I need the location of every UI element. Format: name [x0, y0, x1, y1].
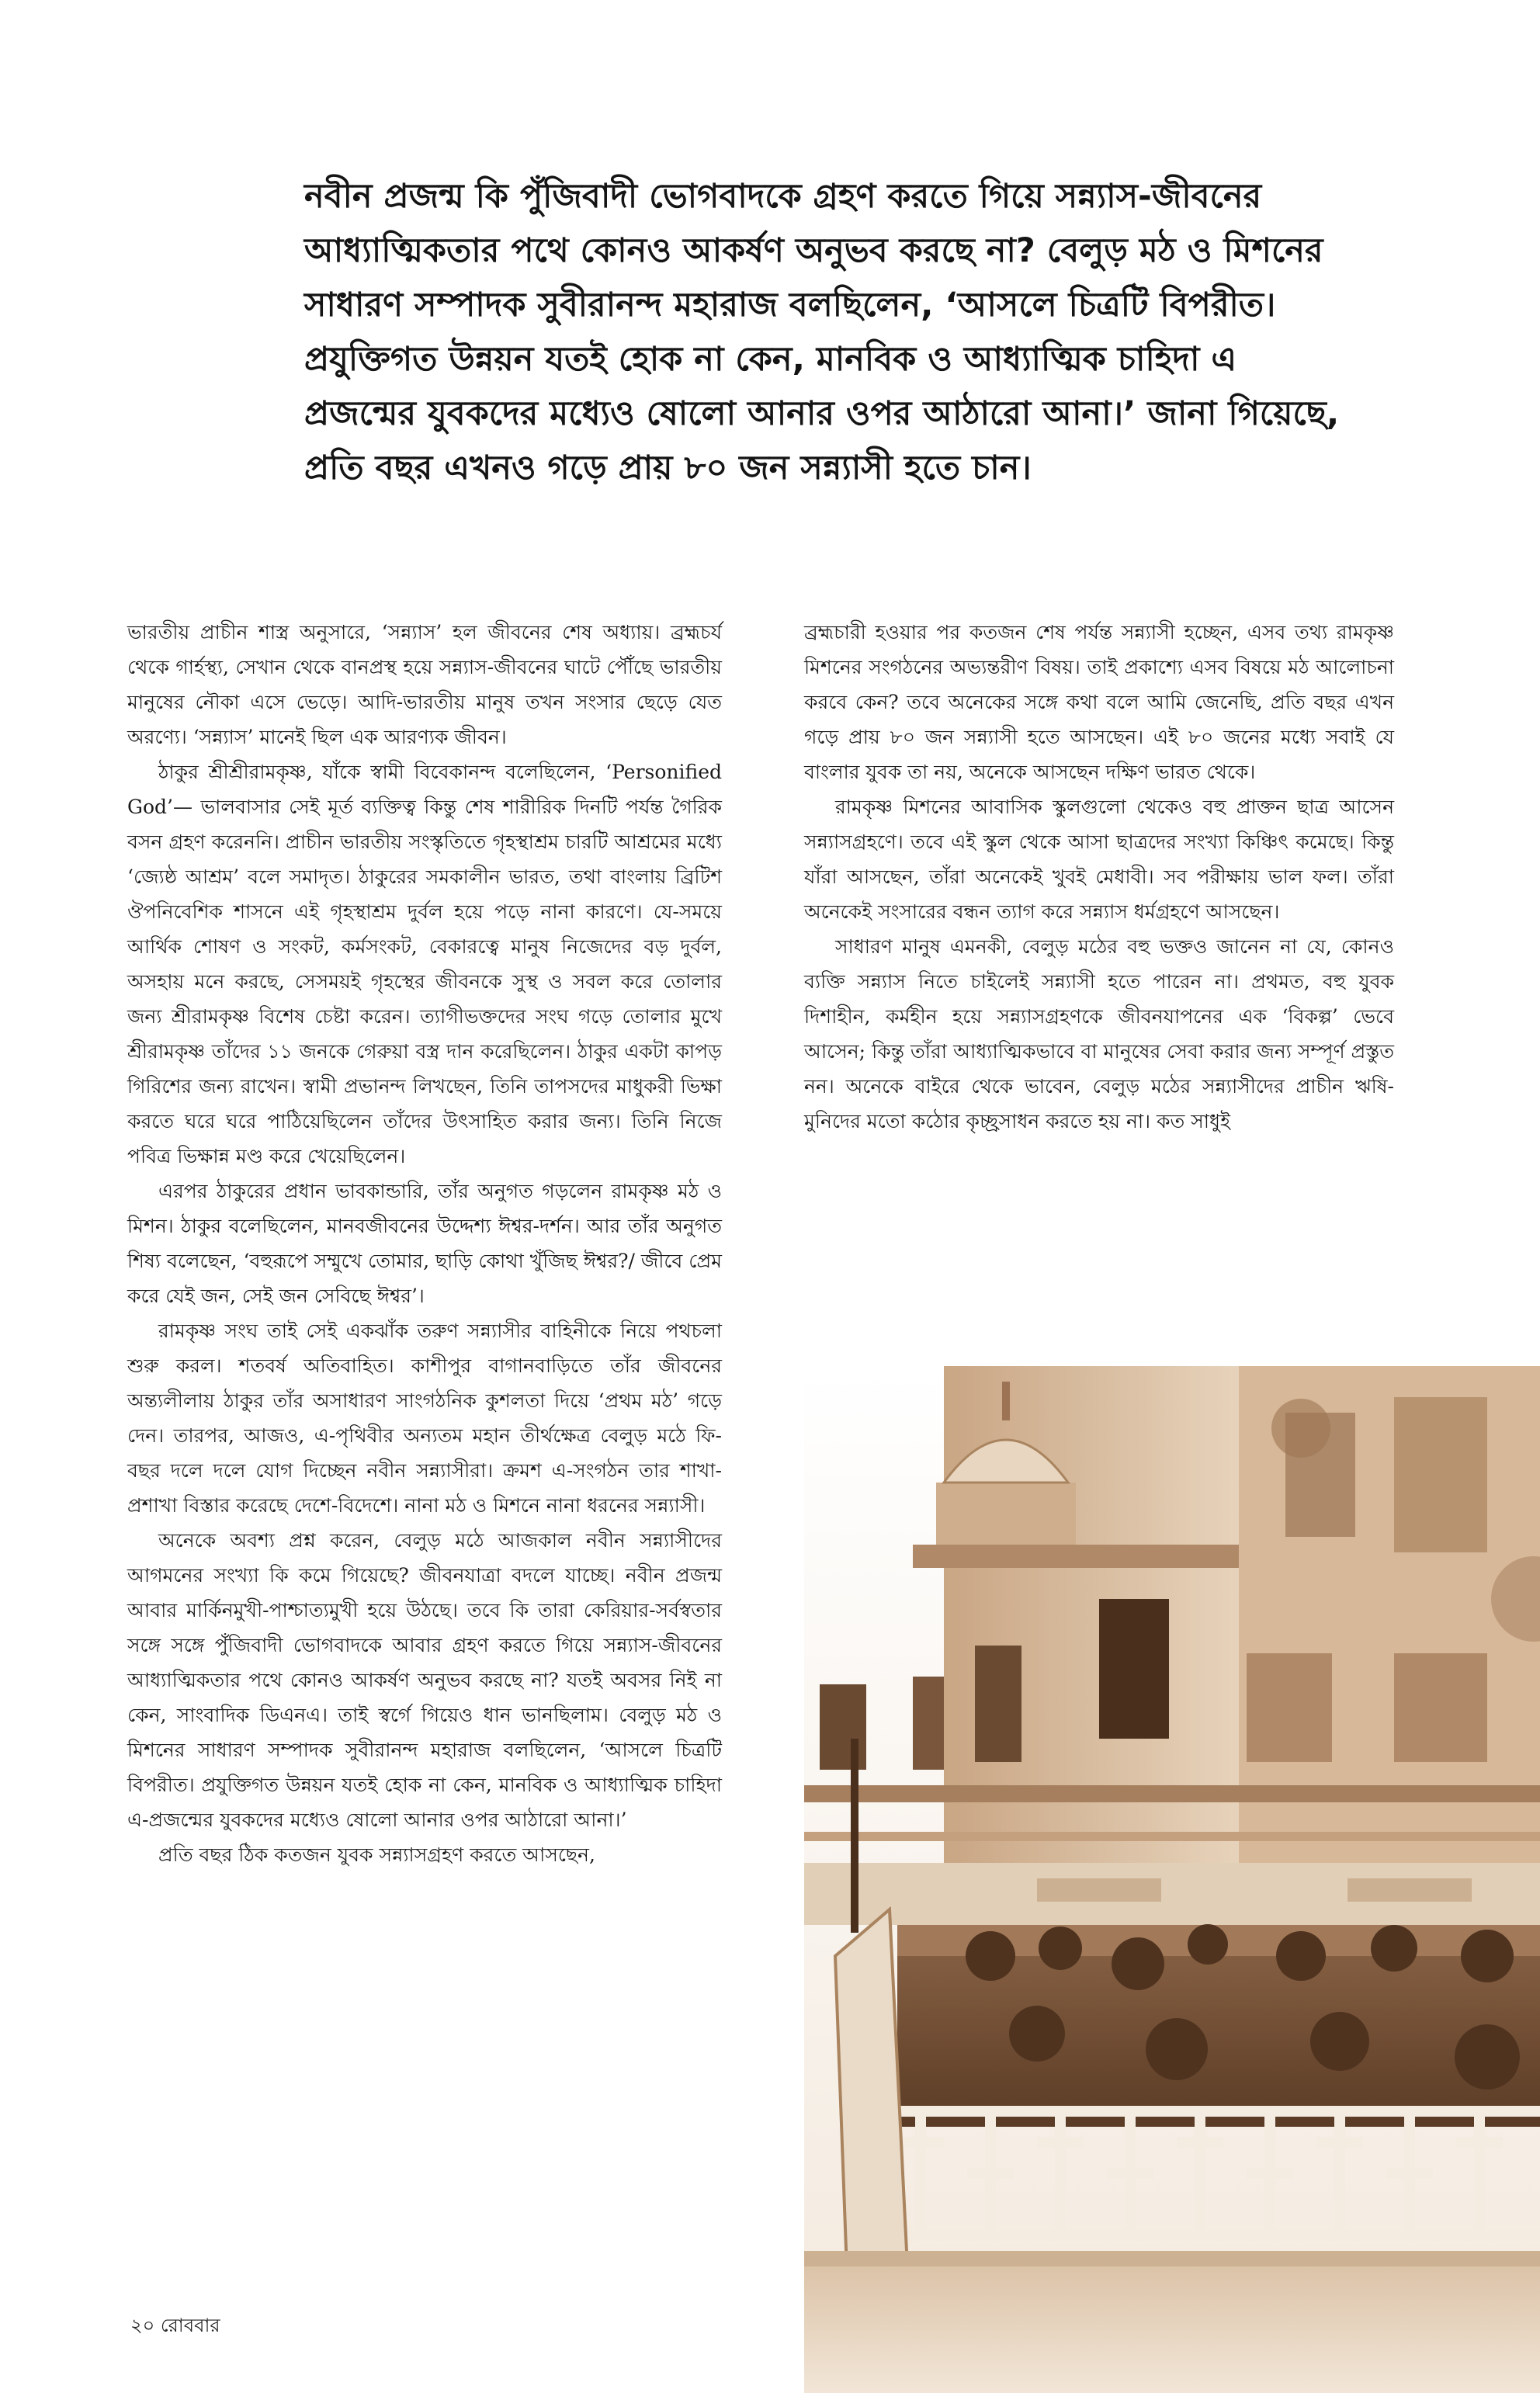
paragraph: রামকৃষ্ণ মিশনের আবাসিক স্কুলগুলো থেকেও বহু প্রাক্তন ছাত্র আসেন সন্ন্যাসগ্রহণে। তবে এই স্কুল থেকে আসা ছাত্রদের সংখ্যা কিঞ্চিৎ কমেছে। কিন্তু যাঁরা আসছেন, তাঁরা অনেকেই খুবই মেধাবী। সব পরীক্ষায় ভাল ফল। তাঁরা অনেকেই সংসারের বন্ধন ত্যাগ করে সন্ন্যাস ধর্মগ্রহণে আসছেন। — [804, 796, 1394, 923]
pull-quote-text: নবীন প্রজন্ম কি পুঁজিবাদী ভোগবাদকে গ্রহণ করতে গিয়ে সন্ন্যাস-জীবনের আধ্যাত্মিকতার পথে কোনও আকর্ষণ অনুভব করছে না? বেলুড় মঠ ও মিশনের সাধারণ সম্পাদক সুবীরানন্দ মহারাজ বলছিলেন, ‘আসলে চিত্রটি বিপরীত। প্রযুক্তিগত উন্নয়ন যতই হোক না কেন, মানবিক ও আধ্যাত্মিক চাহিদা এ প্রজন্মের যুবকদের মধ্যেও ষোলো আনার ওপর আঠারো আনা।’ জানা গিয়েছে, প্রতি বছর এখনও গড়ে প্রায় ৮০ জন সন্ন্যাসী হতে চান। — [304, 177, 1340, 487]
paragraph: রামকৃষ্ণ সংঘ তাই সেই একঝাঁক তরুণ সন্ন্যাসীর বাহিনীকে নিয়ে পথচলা শুরু করল। শতবর্ষ অতিবাহিত। কাশীপুর বাগানবাড়িতে তাঁর জীবনের অন্ত্যলীলায় ঠাকুর তাঁর অসাধারণ সাংগঠনিক কুশলতা দিয়ে ‘প্রথম মঠ’ গড়ে দেন। তারপর, আজও, এ-পৃথিবীর অন্যতম মহান তীর্থক্ষেত্র বেলুড় মঠে ফি-বছর দলে দলে যোগ দিচ্ছেন নবীন সন্ন্যাসীরা। ক্রমশ এ-সংগঠন তার শাখা-প্রশাখা বিস্তার করেছে দেশে-বিদেশে। নানা মঠ ও মিশনে নানা ধরনের সন্ন্যাসী। — [127, 1320, 722, 1517]
paragraph: এরপর ঠাকুরের প্রধান ভাবকান্ডারি, তাঁর অনুগত গড়লেন রামকৃষ্ণ মঠ ও মিশন। ঠাকুর বলেছিলেন, মানবজীবনের উদ্দেশ্য ঈশ্বর-দর্শন। আর তাঁর অনুগত শিষ্য বলেছেন, ‘বহুরূপে সম্মুখে তোমার, ছাড়ি কোথা খুঁজিছ ঈশ্বর?/ জীবে প্রেম করে যেই জন, সেই জন সেবিছে ঈশ্বর’। — [127, 1180, 722, 1307]
paragraph: ব্রহ্মচারী হওয়ার পর কতজন শেষ পর্যন্ত সন্ন্যাসী হচ্ছেন, এসব তথ্য রামকৃষ্ণ মিশনের সংগঠনের অভ্যন্তরীণ বিষয়। তাই প্রকাশ্যে এসব বিষয়ে মঠ আলোচনা করবে কেন? তবে অনেকের সঙ্গে কথা বলে আমি জেনেছি, প্রতি বছর এখন গড়ে প্রায় ৮০ জন সন্ন্যাসী হতে আসছেন। এই ৮০ জনের মধ্যে সবাই যে বাংলার যুবক তা নয়, অনেকে আসছেন দক্ষিণ ভারত থেকে। — [804, 621, 1394, 783]
paragraph: অনেকে অবশ্য প্রশ্ন করেন, বেলুড় মঠে আজকাল নবীন সন্ন্যাসীদের আগমনের সংখ্যা কি কমে গিয়েছে? জীবনযাত্রা বদলে যাচ্ছে। নবীন প্রজন্ম আবার মার্কিনমুখী-পাশ্চাত্যমুখী হয়ে উঠছে। তবে কি তারা কেরিয়ার-সর্বস্বতার সঙ্গে সঙ্গে পুঁজিবাদী ভোগবাদকে আবার গ্রহণ করতে গিয়ে সন্ন্যাস-জীবনের আধ্যাত্মিকতার পথে কোনও আকর্ষণ অনুভব করছে না? যতই অবসর নিই না কেন, সাংবাদিক ডিএনএ। তাই স্বর্গে গিয়েও ধান ভানছিলাম। বেলুড় মঠ ও মিশনের সাধারণ সম্পাদক সুবীরানন্দ মহারাজ বলছিলেন, ‘আসলে চিত্রটি বিপরীত। প্রযুক্তিগত উন্নয়ন যতই হোক না কেন, মানবিক ও আধ্যাত্মিক চাহিদা এ-প্রজন্মের যুবকদের মধ্যেও ষোলো আনার ওপর আঠারো আনা।’ — [127, 1529, 722, 1831]
paragraph: ঠাকুর শ্রীশ্রীরামকৃষ্ণ, যাঁকে স্বামী বিবেকানন্দ বলেছিলেন, ‘Personified God’— ভালবাসার সেই মূর্ত ব্যক্তিত্ব কিন্তু শেষ শারীরিক দিনটি পর্যন্ত গৈরিক বসন গ্রহণ করেননি। প্রাচীন ভারতীয় সংস্কৃতিতে গৃহস্থাশ্রম চারটি আশ্রমের মধ্যে ‘জ্যেষ্ঠ আশ্রম’ বলে সমাদৃত। ঠাকুরের সমকালীন ভারত, তথা বাংলায় ব্রিটিশ ঔপনিবেশিক শাসনে এই গৃহস্থাশ্রম দুর্বল হয়ে পড়ে নানা কারণে। যে-সময়ে আর্থিক শোষণ ও সংকট, কর্মসংকট, বেকারত্বে মানুষ নিজেদের বড় দুর্বল, অসহায় মনে করছে, সেসময়ই গৃহস্থের জীবনকে সুস্থ ও সবল করে তোলার জন্য শ্রীরামকৃষ্ণ বিশেষ চেষ্টা করেন। ত্যাগীভক্তদের সংঘ গড়ে তোলার মুখে শ্রীরামকৃষ্ণ তাঁদের ১১ জনকে গেরুয়া বস্ত্র দান করেছিলেন। ঠাকুর একটা কাপড় গিরিশের জন্য রাখেন। স্বামী প্রভানন্দ লিখছেন, তিনি তাপসদের মাধুকরী ভিক্ষা করতে ঘরে ঘরে পাঠিয়েছিলেন তাঁদের উৎসাহিত করার জন্য। তিনি নিজে পবিত্র ভিক্ষান্ন মণ্ড করে খেয়েছিলেন। — [127, 761, 722, 1167]
belur-math-photo — [804, 1366, 1540, 2393]
page-footer: ২০ রোববার — [130, 2315, 220, 2336]
article-column-right — [804, 615, 1394, 1139]
paragraph: প্রতি বছর ঠিক কতজন যুবক সন্ন্যাসগ্রহণ করতে আসছেন, — [158, 1843, 595, 1866]
article-column-left — [127, 615, 722, 1872]
temple-illustration — [804, 1366, 1540, 2393]
paragraph: সাধারণ মানুষ এমনকী, বেলুড় মঠের বহু ভক্তও জানেন না যে, কোনও ব্যক্তি সন্ন্যাস নিতে চাইলেই সন্ন্যাসী হতে পারেন না। প্রথমত, বহু যুবক দিশাহীন, কর্মহীন হয়ে সন্ন্যাসগ্রহণকে জীবনযাপনের এক ‘বিকল্প’ ভেবে আসেন; কিন্তু তাঁরা আধ্যাত্মিকভাবে বা মানুষের সেবা করার জন্য সম্পূর্ণ প্রস্তুত নন। অনেকে বাইরে থেকে ভাবেন, বেলুড় মঠের সন্ন্যাসীদের প্রাচীন ঋষি-মুনিদের মতো কঠোর কৃচ্ছ্রসাধন করতে হয় না। কত সাধুই — [804, 935, 1394, 1132]
paragraph: ভারতীয় প্রাচীন শাস্ত্র অনুসারে, ‘সন্ন্যাস’ হল জীবনের শেষ অধ্যায়। ব্রহ্মচর্য থেকে গার্হস্থ্য, সেখান থেকে বানপ্রস্থ হয়ে সন্ন্যাস-জীবনের ঘাটে পৌঁছে ভারতীয় মানুষের নৌকা এসে ভেড়ে। আদি-ভারতীয় মানুষ তখন সংসার ছেড়ে যেত অরণ্যে। ‘সন্ন্যাস’ মানেই ছিল এক আরণ্যক জীবন। — [127, 621, 722, 748]
pull-quote — [304, 169, 1354, 495]
